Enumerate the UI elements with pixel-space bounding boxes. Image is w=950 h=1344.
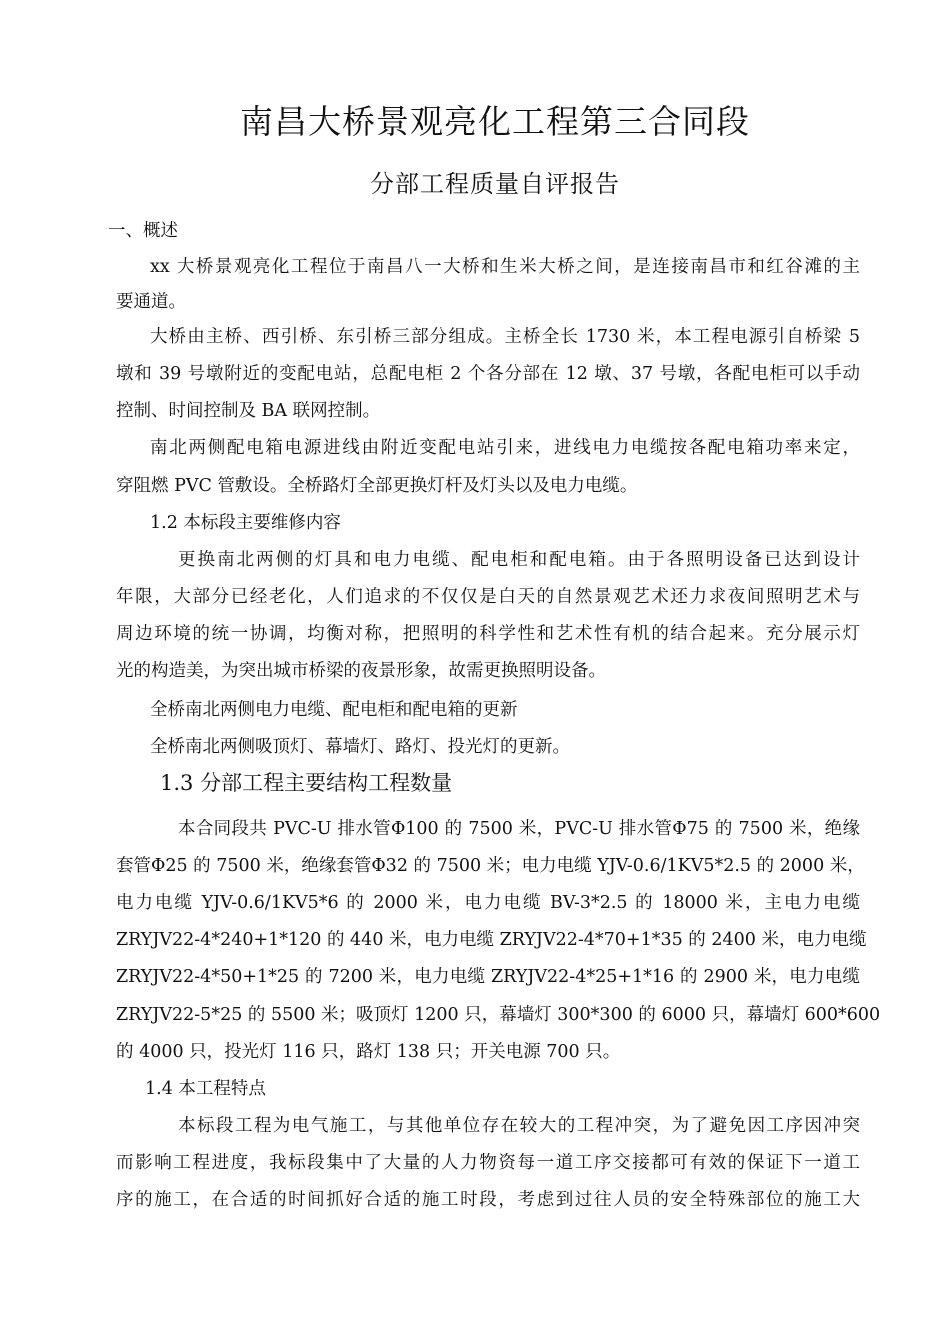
- paragraph-line: ZRYJV22-4*240+1*120 的 440 米，电力电缆 ZRYJV22-4*70+1*35 的 2400 米，电力电缆: [116, 930, 867, 950]
- paragraph-line: 周边环境的统一协调，均衡对称，把照明的科学性和艺术性有机的结合起来。充分展示灯: [116, 624, 860, 644]
- paragraph-line: 电力电缆 YJV-0.6/1KV5*6 的 2000 米，电力电缆 BV-3*2.5 的 18000 米，主电力电缆: [116, 893, 860, 913]
- document-title: 南昌大桥景观亮化工程第三合同段: [240, 102, 750, 141]
- section-heading-1-3: 1.3 分部工程主要结构工程数量: [160, 771, 453, 795]
- paragraph-line: 序的施工，在合适的时间抓好合适的施工时段，考虑到过往人员的安全特殊部位的施工大: [116, 1190, 860, 1210]
- paragraph-line: 套管Φ25 的 7500 米，绝缘套管Φ32 的 7500 米；电力电缆 YJV-0.6/1KV5*2.5 的 2000 米，: [116, 856, 865, 876]
- paragraph-line: ZRYJV22-5*25 的 5500 米；吸顶灯 1200 只，幕墙灯 300*300 的 6000 只，幕墙灯 600*600: [116, 1005, 881, 1025]
- paragraph-line: 穿阻燃 PVC 管敷设。全桥路灯全部更换灯杆及灯头以及电力电缆。: [116, 476, 638, 496]
- paragraph-line: 墩和 39 号墩附近的变配电站，总配电柜 2 个各分部在 12 墩、37 号墩，各配电柜可以手动: [116, 364, 860, 384]
- paragraph-line: 更换南北两侧的灯具和电力电缆、配电柜和配电箱。由于各照明设备已达到设计: [178, 550, 860, 570]
- section-heading-overview: 一、概述: [108, 221, 178, 241]
- paragraph-line: 大桥由主桥、西引桥、东引桥三部分组成。主桥全长 1730 米，本工程电源引自桥梁 5: [150, 327, 860, 347]
- paragraph-line: 年限，大部分已经老化，人们追求的不仅仅是白天的自然景观艺术还力求夜间照明艺术与: [116, 587, 860, 607]
- paragraph-line: 控制、时间控制及 BA 联网控制。: [116, 401, 381, 421]
- paragraph-line: 南北两侧配电箱电源进线由附近变配电站引来，进线电力电缆按各配电箱功率来定，: [150, 438, 860, 458]
- paragraph-line: 全桥南北两侧吸顶灯、幕墙灯、路灯、投光灯的更新。: [150, 737, 570, 757]
- section-heading-1-4: 1.4 本工程特点: [145, 1079, 266, 1099]
- paragraph-line: 光的构造美，为突出城市桥梁的夜景形象，故需更换照明设备。: [116, 661, 606, 681]
- paragraph-line: 本标段工程为电气施工，与其他单位存在较大的工程冲突，为了避免因工序因冲突: [178, 1116, 860, 1136]
- paragraph-line: 要通道。: [116, 292, 186, 312]
- paragraph-line: xx 大桥景观亮化工程位于南昌八一大桥和生米大桥之间，是连接南昌市和红谷滩的主: [150, 257, 860, 277]
- document-subtitle: 分部工程质量自评报告: [370, 170, 620, 198]
- paragraph-line: ZRYJV22-4*50+1*25 的 7200 米，电力电缆 ZRYJV22-4*25+1*16 的 2900 米，电力电缆: [116, 967, 860, 987]
- paragraph-line: 的 4000 只，投光灯 116 只，路灯 138 只；开关电源 700 只。: [116, 1042, 621, 1062]
- paragraph-line: 而影响工程进度，我标段集中了大量的人力物资每一道工序交接都可有效的保证下一道工: [116, 1153, 860, 1173]
- paragraph-line: 全桥南北两侧电力电缆、配电柜和配电箱的更新: [150, 700, 518, 720]
- section-heading-1-2: 1.2 本标段主要维修内容: [150, 513, 341, 533]
- paragraph-line: 本合同段共 PVC-U 排水管Φ100 的 7500 米，PVC-U 排水管Φ75 的 7500 米，绝缘: [178, 819, 860, 839]
